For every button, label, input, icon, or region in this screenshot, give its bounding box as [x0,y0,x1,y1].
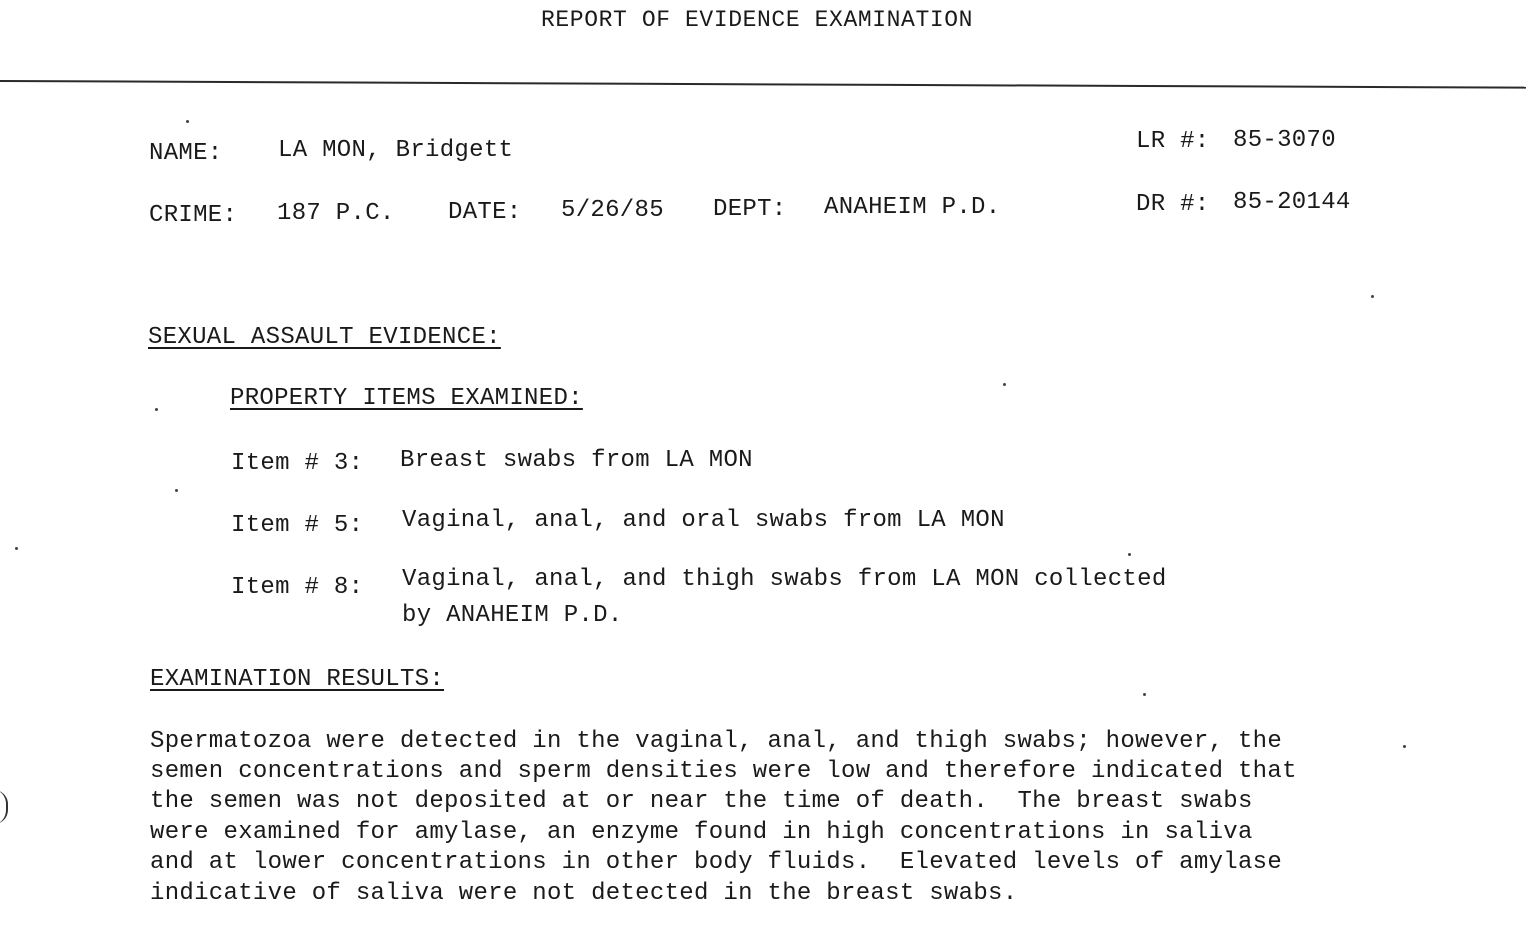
report-title: REPORT OF EVIDENCE EXAMINATION [541,7,974,33]
date-label: DATE: [448,199,522,226]
scan-speck [186,120,189,123]
scan-speck [1371,295,1374,298]
dr-label: DR #: [1136,191,1210,218]
scan-mark [0,790,8,824]
scan-speck [1003,383,1006,386]
item-5-text: Vaginal, anal, and oral swabs from LA MON [402,507,1005,534]
crime-value: 187 P.C. [277,200,395,227]
item-8-text: Vaginal, anal, and thigh swabs from LA MON collected [402,566,1167,593]
dr-value: 85-20144 [1233,189,1351,216]
scan-speck [1403,745,1406,748]
lr-label: LR #: [1136,128,1210,155]
title-rule [0,80,1526,89]
results-line: indicative of saliva were not detected in the breast swabs. [150,880,1018,907]
results-line: semen concentrations and sperm densities were low and therefore indicated that [150,758,1297,785]
results-line: were examined for amylase, an enzyme found in high concentrations in saliva [150,819,1253,846]
name-value: LA MON, Bridgett [278,137,514,164]
item-3-text: Breast swabs from LA MON [400,447,753,474]
scan-speck [155,408,158,411]
dept-value: ANAHEIM P.D. [824,194,1001,221]
item-8-text-continued: by ANAHEIM P.D. [402,602,623,629]
scan-speck [175,489,178,492]
crime-label: CRIME: [149,202,238,229]
lr-value: 85-3070 [1233,127,1336,154]
examination-results-heading: EXAMINATION RESULTS: [150,666,445,693]
name-label: NAME: [149,140,223,167]
sexual-assault-evidence-heading: SEXUAL ASSAULT EVIDENCE: [148,324,501,351]
property-items-heading: PROPERTY ITEMS EXAMINED: [230,385,583,412]
dept-label: DEPT: [713,196,787,223]
results-line: and at lower concentrations in other body fluids. Elevated levels of amylase [150,849,1283,876]
scan-speck [15,547,18,550]
date-value: 5/26/85 [561,197,664,224]
results-line: the semen was not deposited at or near the time of death. The breast swabs [150,788,1253,815]
item-5-label: Item # 5: [231,512,364,539]
scan-speck [1143,693,1146,696]
item-8-label: Item # 8: [231,574,364,601]
item-3-label: Item # 3: [231,450,364,477]
scan-speck [1128,553,1131,556]
results-line: Spermatozoa were detected in the vaginal, anal, and thigh swabs; however, the [150,728,1283,755]
